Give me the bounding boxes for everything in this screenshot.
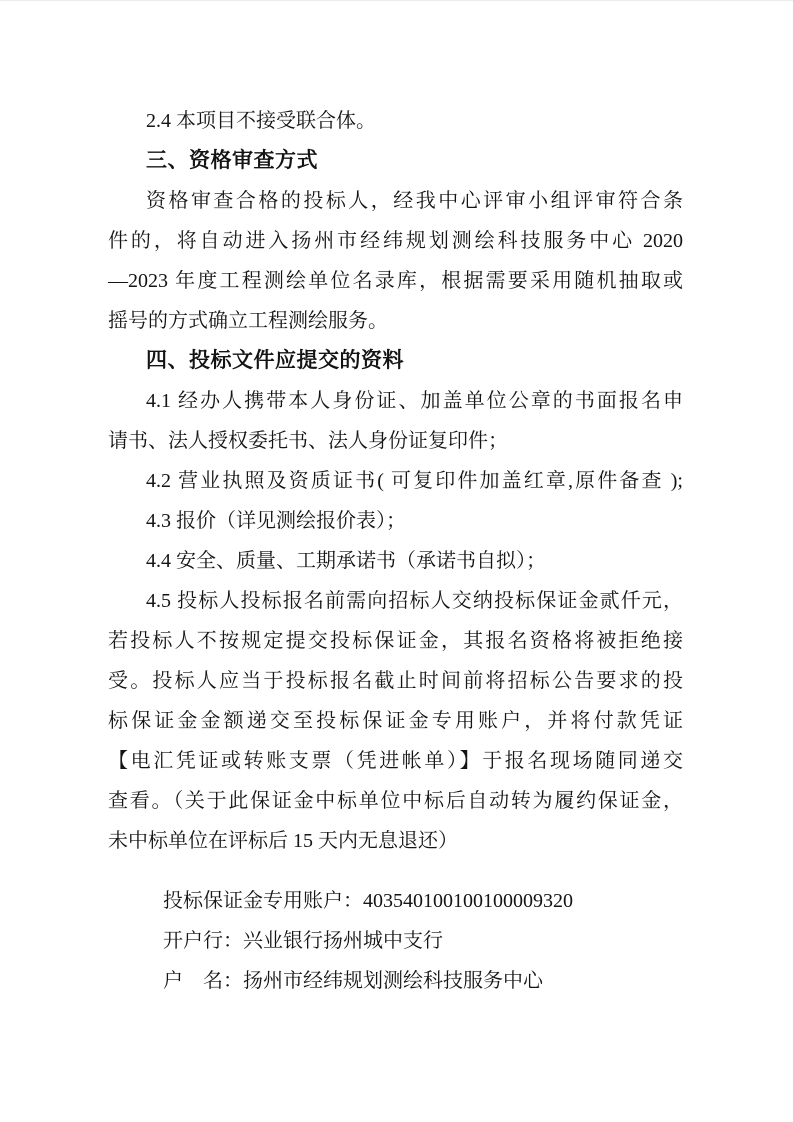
clause-4-3: 4.3 报价（详见测绘报价表）； <box>146 510 406 532</box>
clause-4-5-line-6: 查看。（关于此保证金中标单位中标后自动转为履约保证金， <box>108 790 683 812</box>
clause-4-1-line-2: 请书、法人授权委托书、法人身份证复印件； <box>108 430 508 452</box>
clause-4-5-line-2: 若投标人不按规定提交投标保证金，其报名资格将被拒绝接 <box>108 630 683 652</box>
clause-4-5-line-1: 4.5 投标人投标报名前需向招标人交纳投标保证金贰仟元， <box>146 590 683 612</box>
section-3-paragraph-line-2: 件的，将自动进入扬州市经纬规划测绘科技服务中心 2020 <box>108 230 683 252</box>
deposit-bank-line: 开户行：兴业银行扬州城中支行 <box>163 930 443 952</box>
account-name-line: 户 名：扬州市经纬规划测绘科技服务中心 <box>163 970 543 992</box>
section-4-heading: 四、投标文件应提交的资料 <box>146 349 404 372</box>
section-3-paragraph-line-1: 资格审查合格的投标人，经我中心评审小组评审符合条 <box>146 190 683 212</box>
clause-4-1-line-1: 4.1 经办人携带本人身份证、加盖单位公章的书面报名申 <box>146 390 683 412</box>
clause-4-2: 4.2 营业执照及资质证书( 可复印件加盖红章,原件备查 ); <box>146 470 683 492</box>
clause-4-5-line-7: 未中标单位在评标后 15 天内无息退还） <box>108 830 458 852</box>
section-3-paragraph-line-3: —2023 年度工程测绘单位名录库，根据需要采用随机抽取或 <box>108 270 683 292</box>
clause-4-5-line-4: 标保证金金额递交至投标保证金专用账户，并将付款凭证 <box>108 710 683 732</box>
clause-4-5-line-3: 受。投标人应当于投标报名截止时间前将招标公告要求的投 <box>108 670 683 692</box>
section-3-paragraph-line-4: 摇号的方式确立工程测绘服务。 <box>108 310 388 332</box>
clause-4-4: 4.4 安全、质量、工期承诺书（承诺书自拟）； <box>146 550 546 572</box>
clause-4-5-line-5: 【电汇凭证或转账支票（凭进帐单）】于报名现场随同递交 <box>108 750 683 772</box>
section-3-heading: 三、资格审查方式 <box>146 149 318 172</box>
clause-2-4: 2.4 本项目不接受联合体。 <box>146 110 376 132</box>
deposit-account-number-line: 投标保证金专用账户：403540100100100009320 <box>163 890 573 912</box>
document-body <box>108 101 683 1001</box>
